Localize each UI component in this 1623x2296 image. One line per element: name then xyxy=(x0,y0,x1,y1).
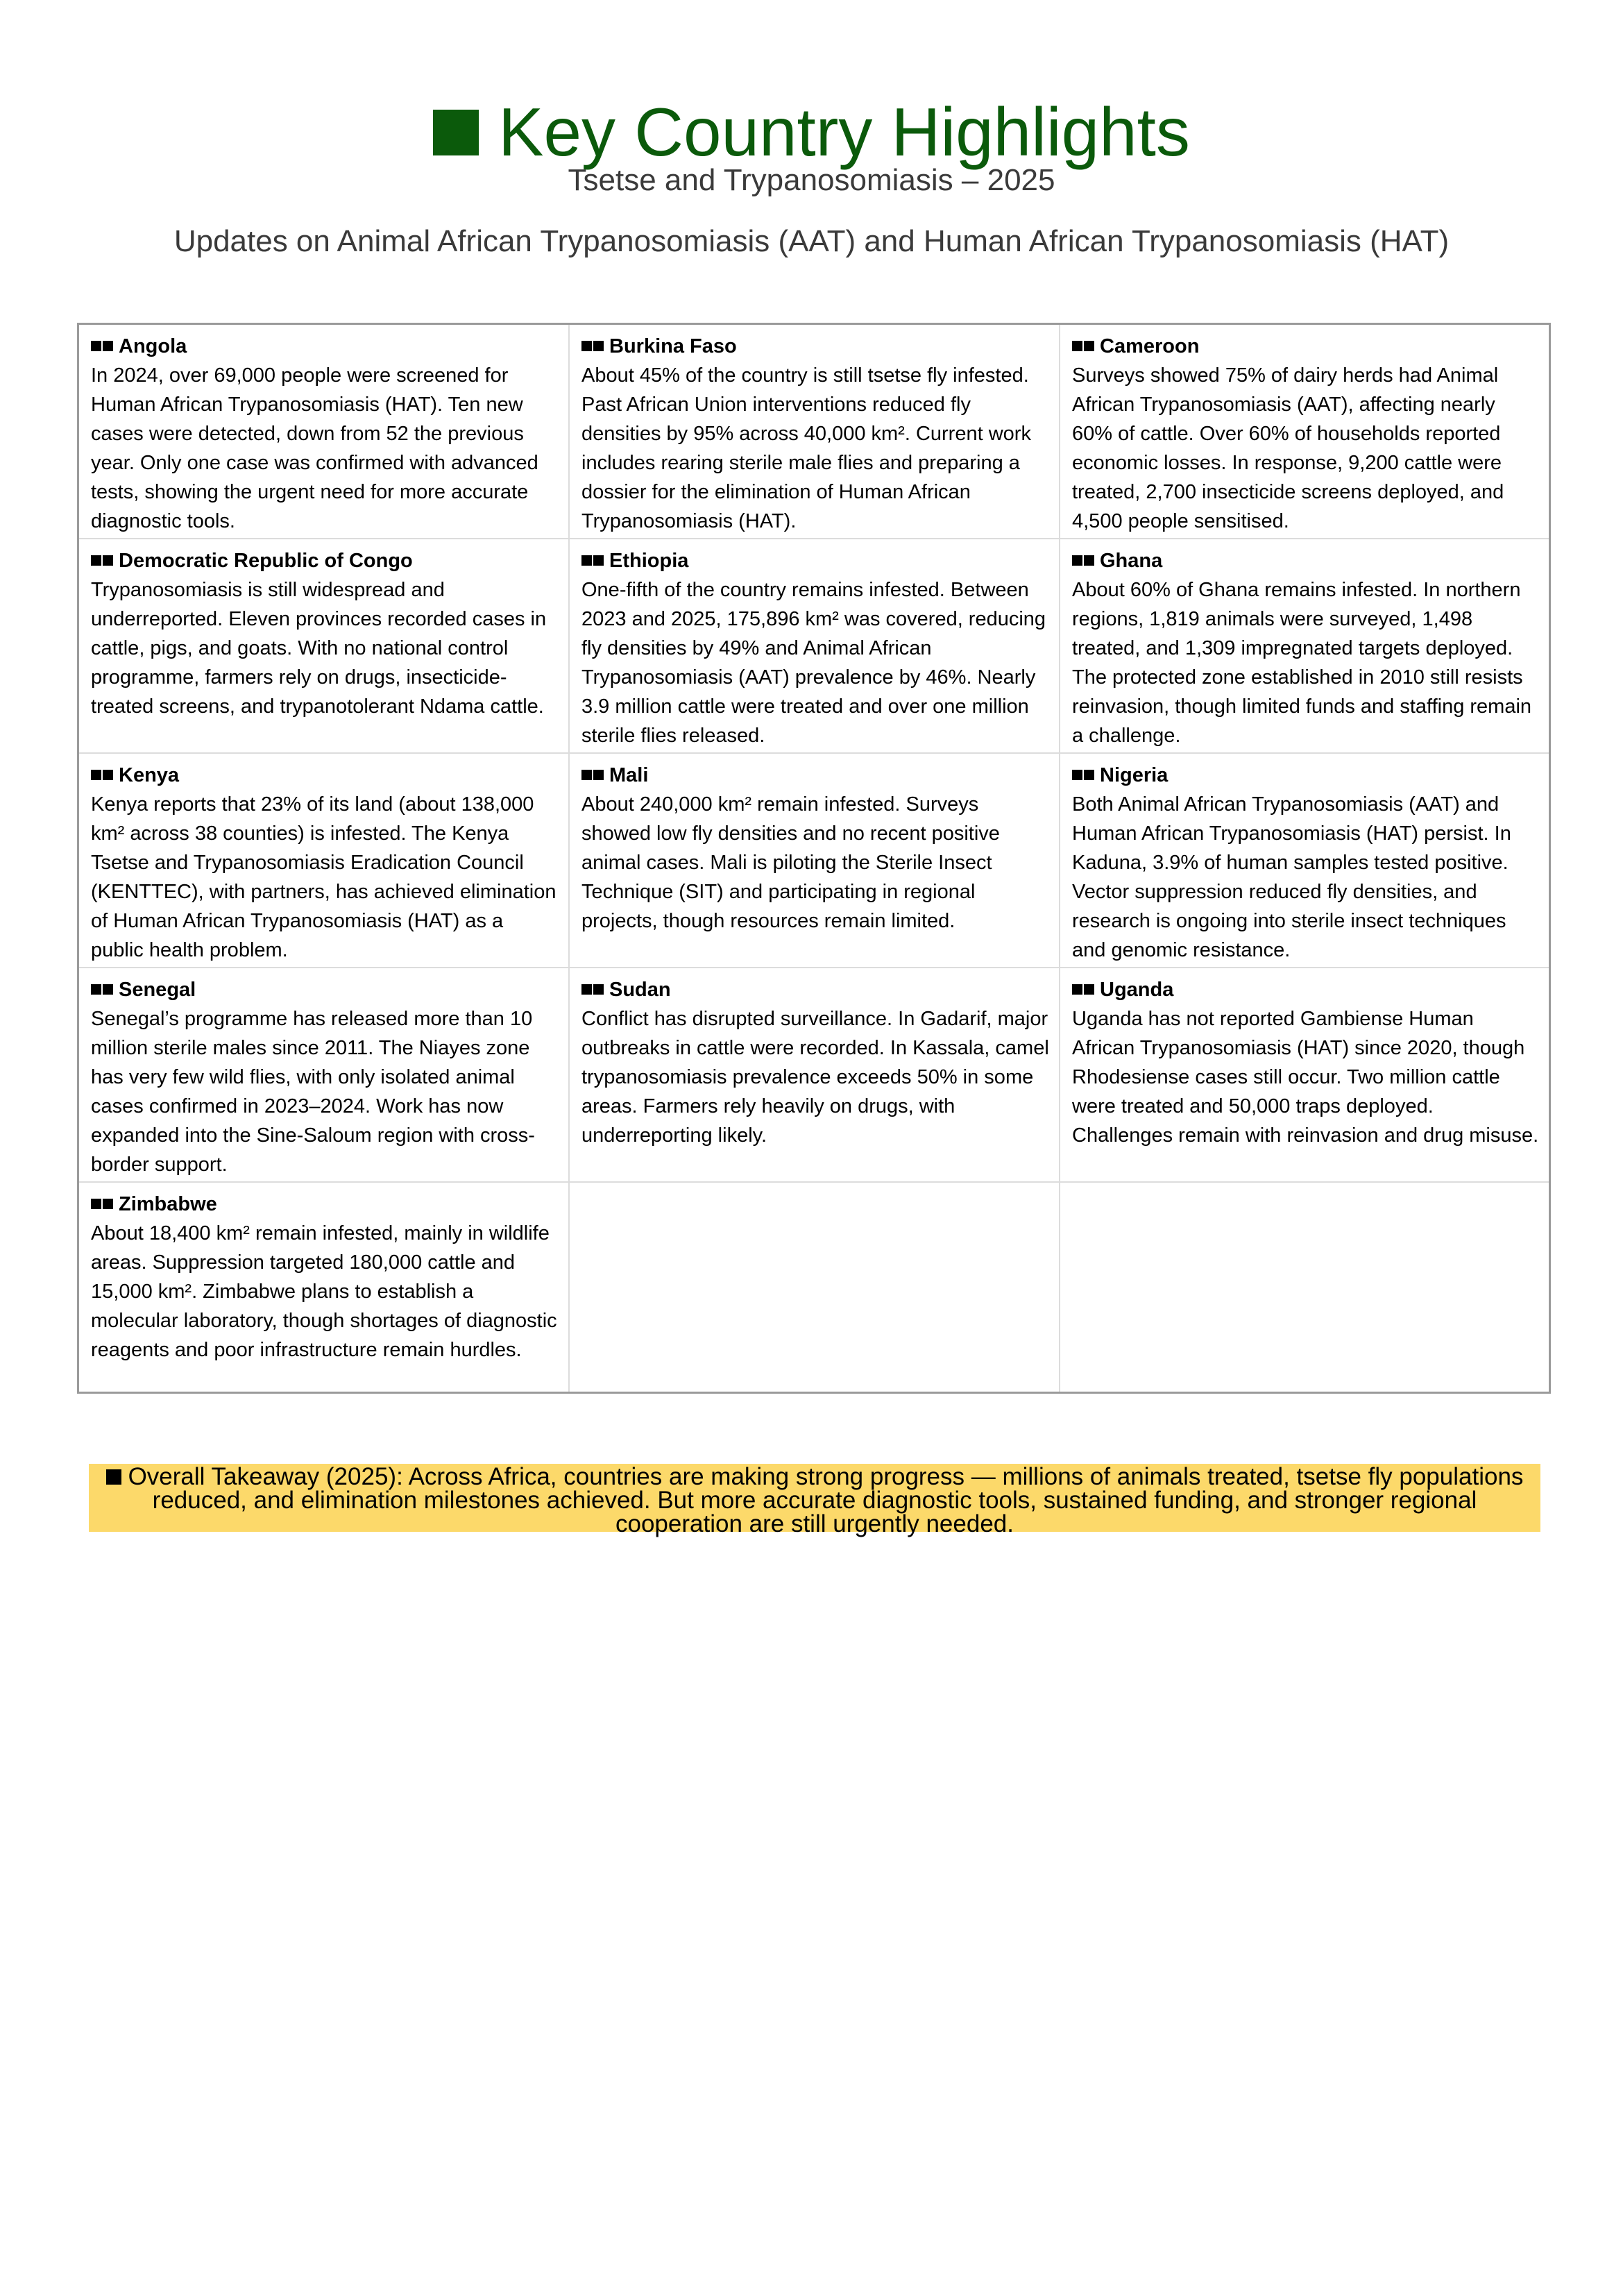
overall-takeaway-banner xyxy=(89,1463,1540,1537)
country-heading xyxy=(1072,975,1539,1004)
bullet-square-icon xyxy=(1084,770,1094,780)
country-heading xyxy=(91,332,559,361)
bullet-square-icon xyxy=(91,984,101,995)
country-name: Nigeria xyxy=(1100,764,1169,786)
bullet-square-icon xyxy=(1072,984,1082,995)
country-summary: About 240,000 km² remain infested. Surveys showed low fly densities and no recent positive animal cases. Mali is piloting the Sterile Insect Technique (SIT) and participating in regional projects, though resources remain limited. xyxy=(581,793,1000,932)
bullet-square-icon xyxy=(1084,555,1094,566)
country-card-ghana xyxy=(1060,539,1549,754)
bullet-square-icon xyxy=(1072,341,1082,351)
country-heading xyxy=(91,761,559,790)
bullet-square-icon xyxy=(581,555,592,566)
page-tagline: Updates on Animal African Trypanosomiasis (AAT) and Human African Trypanosomiasis (HAT) xyxy=(173,224,1450,258)
country-heading xyxy=(581,546,1049,575)
country-heading xyxy=(91,546,559,575)
country-summary: Kenya reports that 23% of its land (about 138,000 km² across 38 counties) is infested. The Kenya Tsetse and Trypanosomiasis Eradication Council (KENTTEC), with partners, has achieved elimination of Human African Trypanosomiasis (HAT) as a public health problem. xyxy=(91,793,556,961)
page-subtitle: Tsetse and Trypanosomiasis – 2025 xyxy=(568,163,1055,197)
takeaway-text: Overall Takeaway (2025): Across Africa, countries are making strong progress — millions of animals treated, tsetse fly populations reduced, and elimination milestones achieved. But more accurate diagnostic tools, sustained funding, and stronger regional cooperation are still urgently needed. xyxy=(128,1463,1524,1537)
country-name: Cameroon xyxy=(1100,335,1200,357)
country-heading xyxy=(1072,332,1539,361)
country-card-nigeria xyxy=(1060,754,1549,968)
country-summary: About 60% of Ghana remains infested. In northern regions, 1,819 animals were surveyed, 1,498 treated, and 1,309 impregnated targets deployed. The protected zone established in 2010 still resists reinvasion, though limited funds and staffing remain a challenge. xyxy=(1072,579,1532,747)
country-summary: Senegal’s programme has released more than 10 million sterile males since 2011. The Niayes zone has very few wild flies, with only isolated animal cases confirmed in 2023–2024. Work has now expanded into the Sine-Saloum region with cross-border support. xyxy=(91,1008,535,1176)
country-card-angola xyxy=(79,325,570,539)
bullet-square-icon xyxy=(103,341,113,351)
bullet-square-icon xyxy=(91,1199,101,1209)
country-heading xyxy=(1072,546,1539,575)
empty-cell xyxy=(570,1183,1060,1392)
country-name: Ethiopia xyxy=(609,550,689,572)
country-name: Ghana xyxy=(1100,550,1163,572)
bullet-square-icon xyxy=(103,984,113,995)
country-heading xyxy=(581,975,1049,1004)
country-summary: One-fifth of the country remains infested. Between 2023 and 2025, 175,896 km² was covered, reducing fly densities by 49% and Animal African Trypanosomiasis (AAT) prevalence by 46%. Nearly 3.9 million cattle were treated and over one million sterile flies released. xyxy=(581,579,1046,747)
bullet-square-icon xyxy=(593,341,604,351)
country-name: Senegal xyxy=(119,979,196,1001)
bullet-square-icon xyxy=(593,984,604,995)
bullet-square-icon xyxy=(593,770,604,780)
country-card-cameroon xyxy=(1060,325,1549,539)
country-name: Uganda xyxy=(1100,979,1174,1001)
country-card-kenya xyxy=(79,754,570,968)
country-name: Democratic Republic of Congo xyxy=(119,550,413,572)
title-square-icon xyxy=(433,110,479,155)
country-card-sudan xyxy=(570,968,1060,1183)
country-heading xyxy=(1072,761,1539,790)
country-heading xyxy=(581,332,1049,361)
country-name: Sudan xyxy=(609,979,671,1001)
country-summary: Conflict has disrupted surveillance. In Gadarif, major outbreaks in cattle were recorded. In Kassala, camel trypanosomiasis prevalence exceeds 50% in some areas. Farmers rely heavily on drugs, with underreporting likely. xyxy=(581,1008,1049,1147)
bullet-square-icon xyxy=(1084,984,1094,995)
bullet-square-icon xyxy=(593,555,604,566)
country-card-drc xyxy=(79,539,570,754)
country-card-zimbabwe xyxy=(79,1183,570,1392)
bullet-square-icon xyxy=(103,555,113,566)
bullet-square-icon xyxy=(91,770,101,780)
country-heading xyxy=(581,761,1049,790)
country-summary: Uganda has not reported Gambiense Human African Trypanosomiasis (HAT) since 2020, though Rhodesiense cases still occur. Two million cattle were treated and 50,000 traps deployed. Challenges remain with reinvasion and drug misuse. xyxy=(1072,1008,1539,1147)
takeaway-square-icon xyxy=(106,1469,121,1485)
bullet-square-icon xyxy=(581,984,592,995)
bullet-square-icon xyxy=(103,1199,113,1209)
country-highlights-grid xyxy=(77,323,1551,1394)
country-summary: About 45% of the country is still tsetse fly infested. Past African Union interventions reduced fly densities by 95% across 40,000 km². Current work includes rearing sterile male flies and preparing a dossier for the elimination of Human African Trypanosomiasis (HAT). xyxy=(581,364,1031,532)
country-summary: Both Animal African Trypanosomiasis (AAT) and Human African Trypanosomiasis (HAT) persist. In Kaduna, 3.9% of human samples tested positive. Vector suppression reduced fly densities, and research is ongoing into sterile insect techniques and genomic resistance. xyxy=(1072,793,1511,961)
bullet-square-icon xyxy=(581,341,592,351)
country-card-uganda xyxy=(1060,968,1549,1183)
country-card-ethiopia xyxy=(570,539,1060,754)
country-card-senegal xyxy=(79,968,570,1183)
bullet-square-icon xyxy=(91,555,101,566)
country-heading xyxy=(91,1190,559,1219)
country-name: Kenya xyxy=(119,764,180,786)
country-name: Angola xyxy=(119,335,187,357)
bullet-square-icon xyxy=(581,770,592,780)
page-title xyxy=(0,92,1623,172)
country-name: Zimbabwe xyxy=(119,1193,217,1215)
country-card-mali xyxy=(570,754,1060,968)
country-summary: Trypanosomiasis is still widespread and underreported. Eleven provinces recorded cases in cattle, pigs, and goats. With no national control programme, farmers rely on drugs, insecticide-treated screens, and trypanotolerant Ndama cattle. xyxy=(91,579,547,718)
country-summary: Surveys showed 75% of dairy herds had Animal African Trypanosomiasis (AAT), affecting nearly 60% of cattle. Over 60% of households reported economic losses. In response, 9,200 cattle were treated, 2,700 insecticide screens deployed, and 4,500 people sensitised. xyxy=(1072,364,1504,532)
country-name: Burkina Faso xyxy=(609,335,737,357)
page-title-text: Key Country Highlights xyxy=(498,94,1190,170)
country-card-burkina-faso xyxy=(570,325,1060,539)
country-heading xyxy=(91,975,559,1004)
bullet-square-icon xyxy=(103,770,113,780)
bullet-square-icon xyxy=(1084,341,1094,351)
country-summary: About 18,400 km² remain infested, mainly in wildlife areas. Suppression targeted 180,000 cattle and 15,000 km². Zimbabwe plans to establish a molecular laboratory, though shortages of diagnostic reagents and poor infrastructure remain hurdles. xyxy=(91,1222,557,1361)
country-summary: In 2024, over 69,000 people were screened for Human African Trypanosomiasis (HAT). Ten new cases were detected, down from 52 the previous year. Only one case was confirmed with advanced tests, showing the urgent need for more accurate diagnostic tools. xyxy=(91,364,538,532)
bullet-square-icon xyxy=(1072,555,1082,566)
bullet-square-icon xyxy=(91,341,101,351)
bullet-square-icon xyxy=(1072,770,1082,780)
empty-cell xyxy=(1060,1183,1549,1392)
country-name: Mali xyxy=(609,764,649,786)
